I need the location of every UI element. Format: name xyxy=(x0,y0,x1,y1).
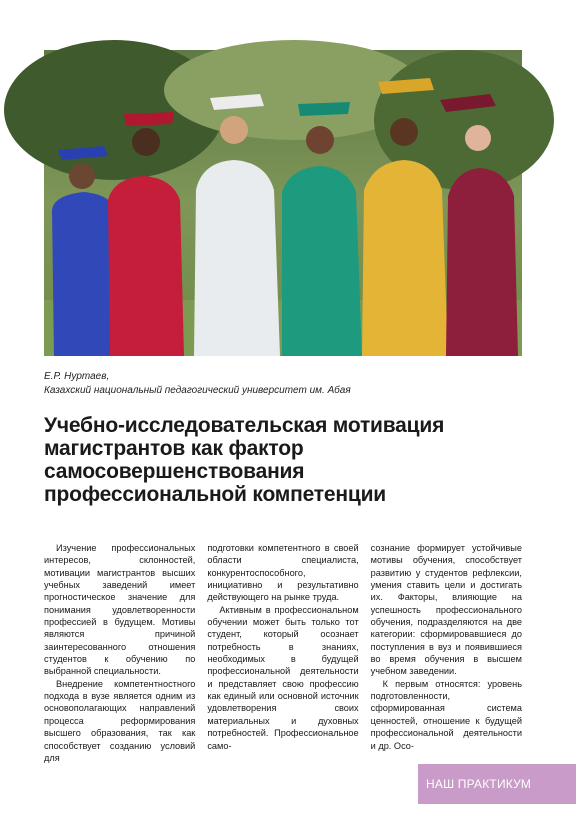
body-paragraph: К первым относятся: уровень подготовленности, сформированная система ценностей, отношение к будущей профессиональной деятельности и др. Осо- xyxy=(370,678,522,751)
article-title-line: самосовершенствования xyxy=(44,460,305,483)
article-title-line: профессиональной компетенции xyxy=(44,483,386,506)
graduates-photo xyxy=(44,50,522,356)
article-title xyxy=(44,414,544,506)
section-badge: НАШ ПРАКТИКУМ xyxy=(418,764,576,804)
body-column-3 xyxy=(371,542,522,754)
article-title-line: Учебно-исследовательская мотивация xyxy=(44,414,445,437)
author-block xyxy=(44,370,544,398)
body-column-2 xyxy=(207,542,358,754)
author-affiliation: Казахский национальный педагогический университет им. Абая xyxy=(44,385,351,396)
body-paragraph: подготовки компетентного в своей области специалиста, конкурентоспособного, инициативно и результативно действующего на рынке труда. xyxy=(207,543,359,603)
article-title-line: магистрантов как фактор xyxy=(44,437,304,460)
article-body xyxy=(44,542,522,763)
body-paragraph: Изучение профессиональных интересов, склонностей, мотивации магистрантов высших учебных заведений имеет прогностическое значение для понимания удовлетворенности профессией в будущем. Мотивы являются причиной заинтересованного отношения студентов к обучению по выбранной специальности. xyxy=(44,543,196,677)
body-column-1 xyxy=(44,542,196,763)
body-paragraph: Внедрение компетентностного подхода в вузе является одним из основополагающих направлений процесса реформирования высшего образования, так как способствует созданию условий для xyxy=(44,678,196,763)
body-paragraph: Активным в профессиональном обучении может быть только тот студент, который осознает потребность в знаниях, необходимых в будущей профессиональной деятельности и представляет свою профессию как единый или основной источник удовлетворения своих материальных и духовных потребностей. Профессиональное само- xyxy=(207,604,359,751)
author-name: Е.Р. Нуртаев, xyxy=(44,371,110,382)
body-paragraph: сознание формирует устойчивые мотивы обучения, способствует развитию у студентов рефлексии, умения ставить цели и достигать их. Факторы, влияющие на успешность профессионального обучения, подразделяются на две категории: сформировавшиеся до поступления в вуз и появившиеся во время обучения в высшем учебном заведении. xyxy=(370,543,522,677)
